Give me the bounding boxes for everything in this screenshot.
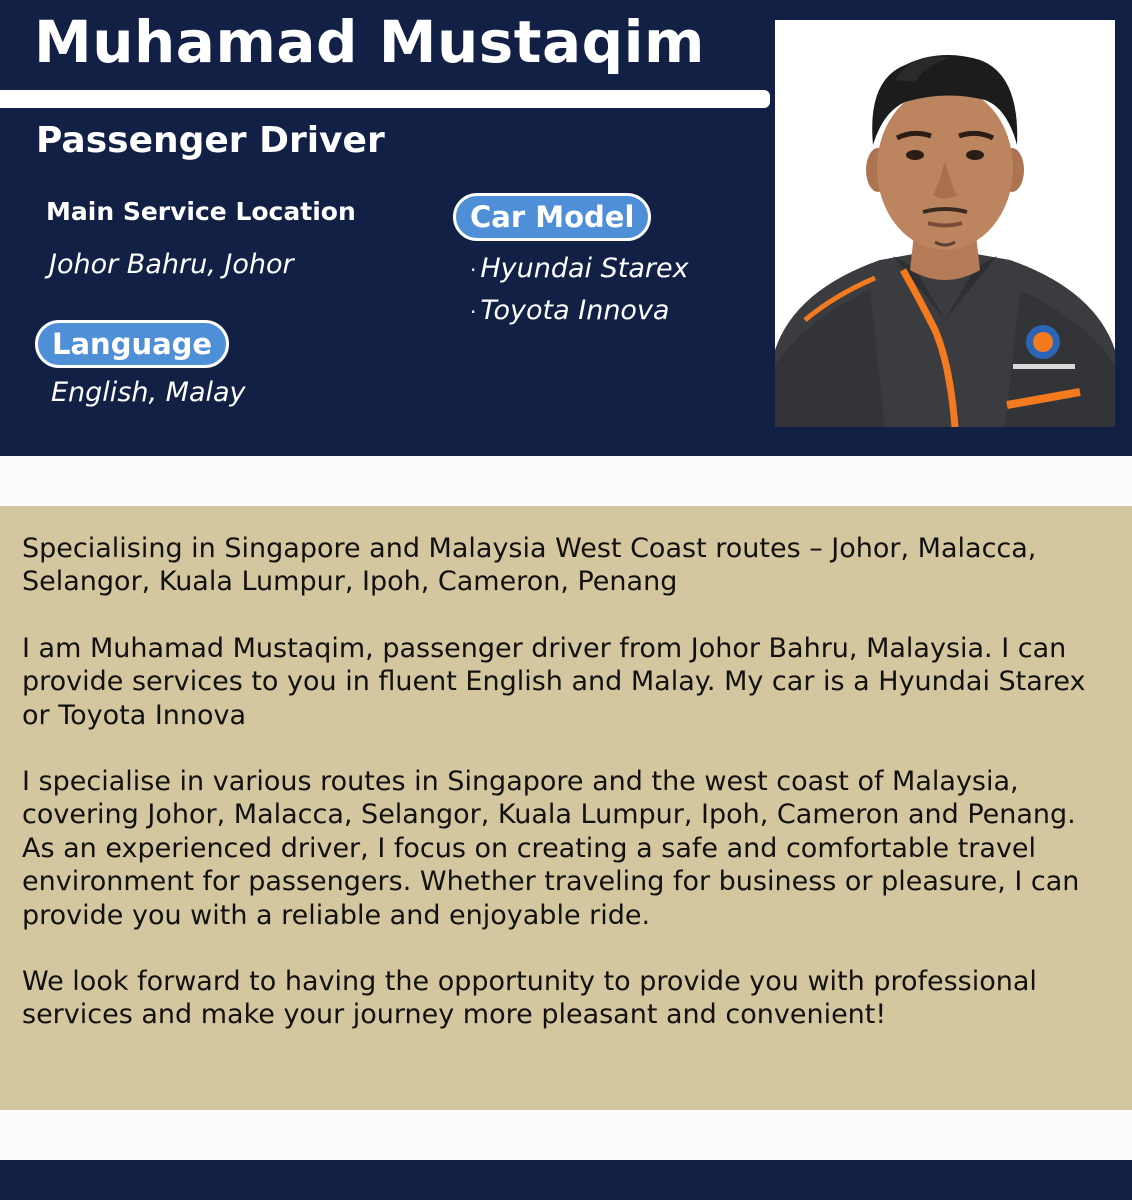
bio-paragraph-2: I am Muhamad Mustaqim, passenger driver from Johor Bahru, Malaysia. I can provide services to you in fluent English and Malay. My car is a Hyundai Starex or Toyota Innova [22, 632, 1086, 731]
language-value: English, Malay [51, 377, 246, 408]
driver-role: Passenger Driver [36, 120, 385, 161]
car-model-list [470, 250, 689, 334]
bio-paragraph-3: I specialise in various routes in Singapore and the west coast of Malaysia, covering Johor, Malacca, Selangor, Kuala Lumpur, Ipoh, Cameron and Penang. As an experienced driver, I focus on creating a safe and comfortable travel environment for passengers. Whether traveling for business or pleasure, I can provide you with a reliable and enjoyable ride. [22, 766, 1080, 931]
language-badge: Language [35, 320, 229, 368]
car-model-item [470, 250, 689, 292]
footer-bar [0, 1160, 1132, 1200]
car-model-badge: Car Model [453, 193, 651, 241]
bio-paragraph-4: We look forward to having the opportunity to provide you with professional services and make your journey more pleasant and convenient! [22, 966, 1037, 1031]
driver-photo [775, 20, 1115, 427]
bio-paragraph-1: Specialising in Singapore and Malaysia West Coast routes – Johor, Malacca, Selangor, Kuala Lumpur, Ipoh, Cameron, Penang [22, 533, 1037, 598]
bio-section [0, 506, 1132, 1110]
car-model-text: Hyundai Starex [480, 253, 689, 284]
driver-portrait-illustration [775, 20, 1115, 427]
bullet-icon: · [470, 258, 477, 282]
driver-name: Muhamad Mustaqim [34, 8, 705, 76]
bullet-icon: · [470, 300, 477, 324]
service-location-value: Johor Bahru, Johor [49, 249, 294, 280]
name-underline-bar [0, 90, 770, 108]
car-model-text: Toyota Innova [480, 295, 670, 326]
service-location-label: Main Service Location [46, 197, 356, 226]
car-model-item [470, 292, 689, 334]
profile-header [0, 0, 1132, 456]
